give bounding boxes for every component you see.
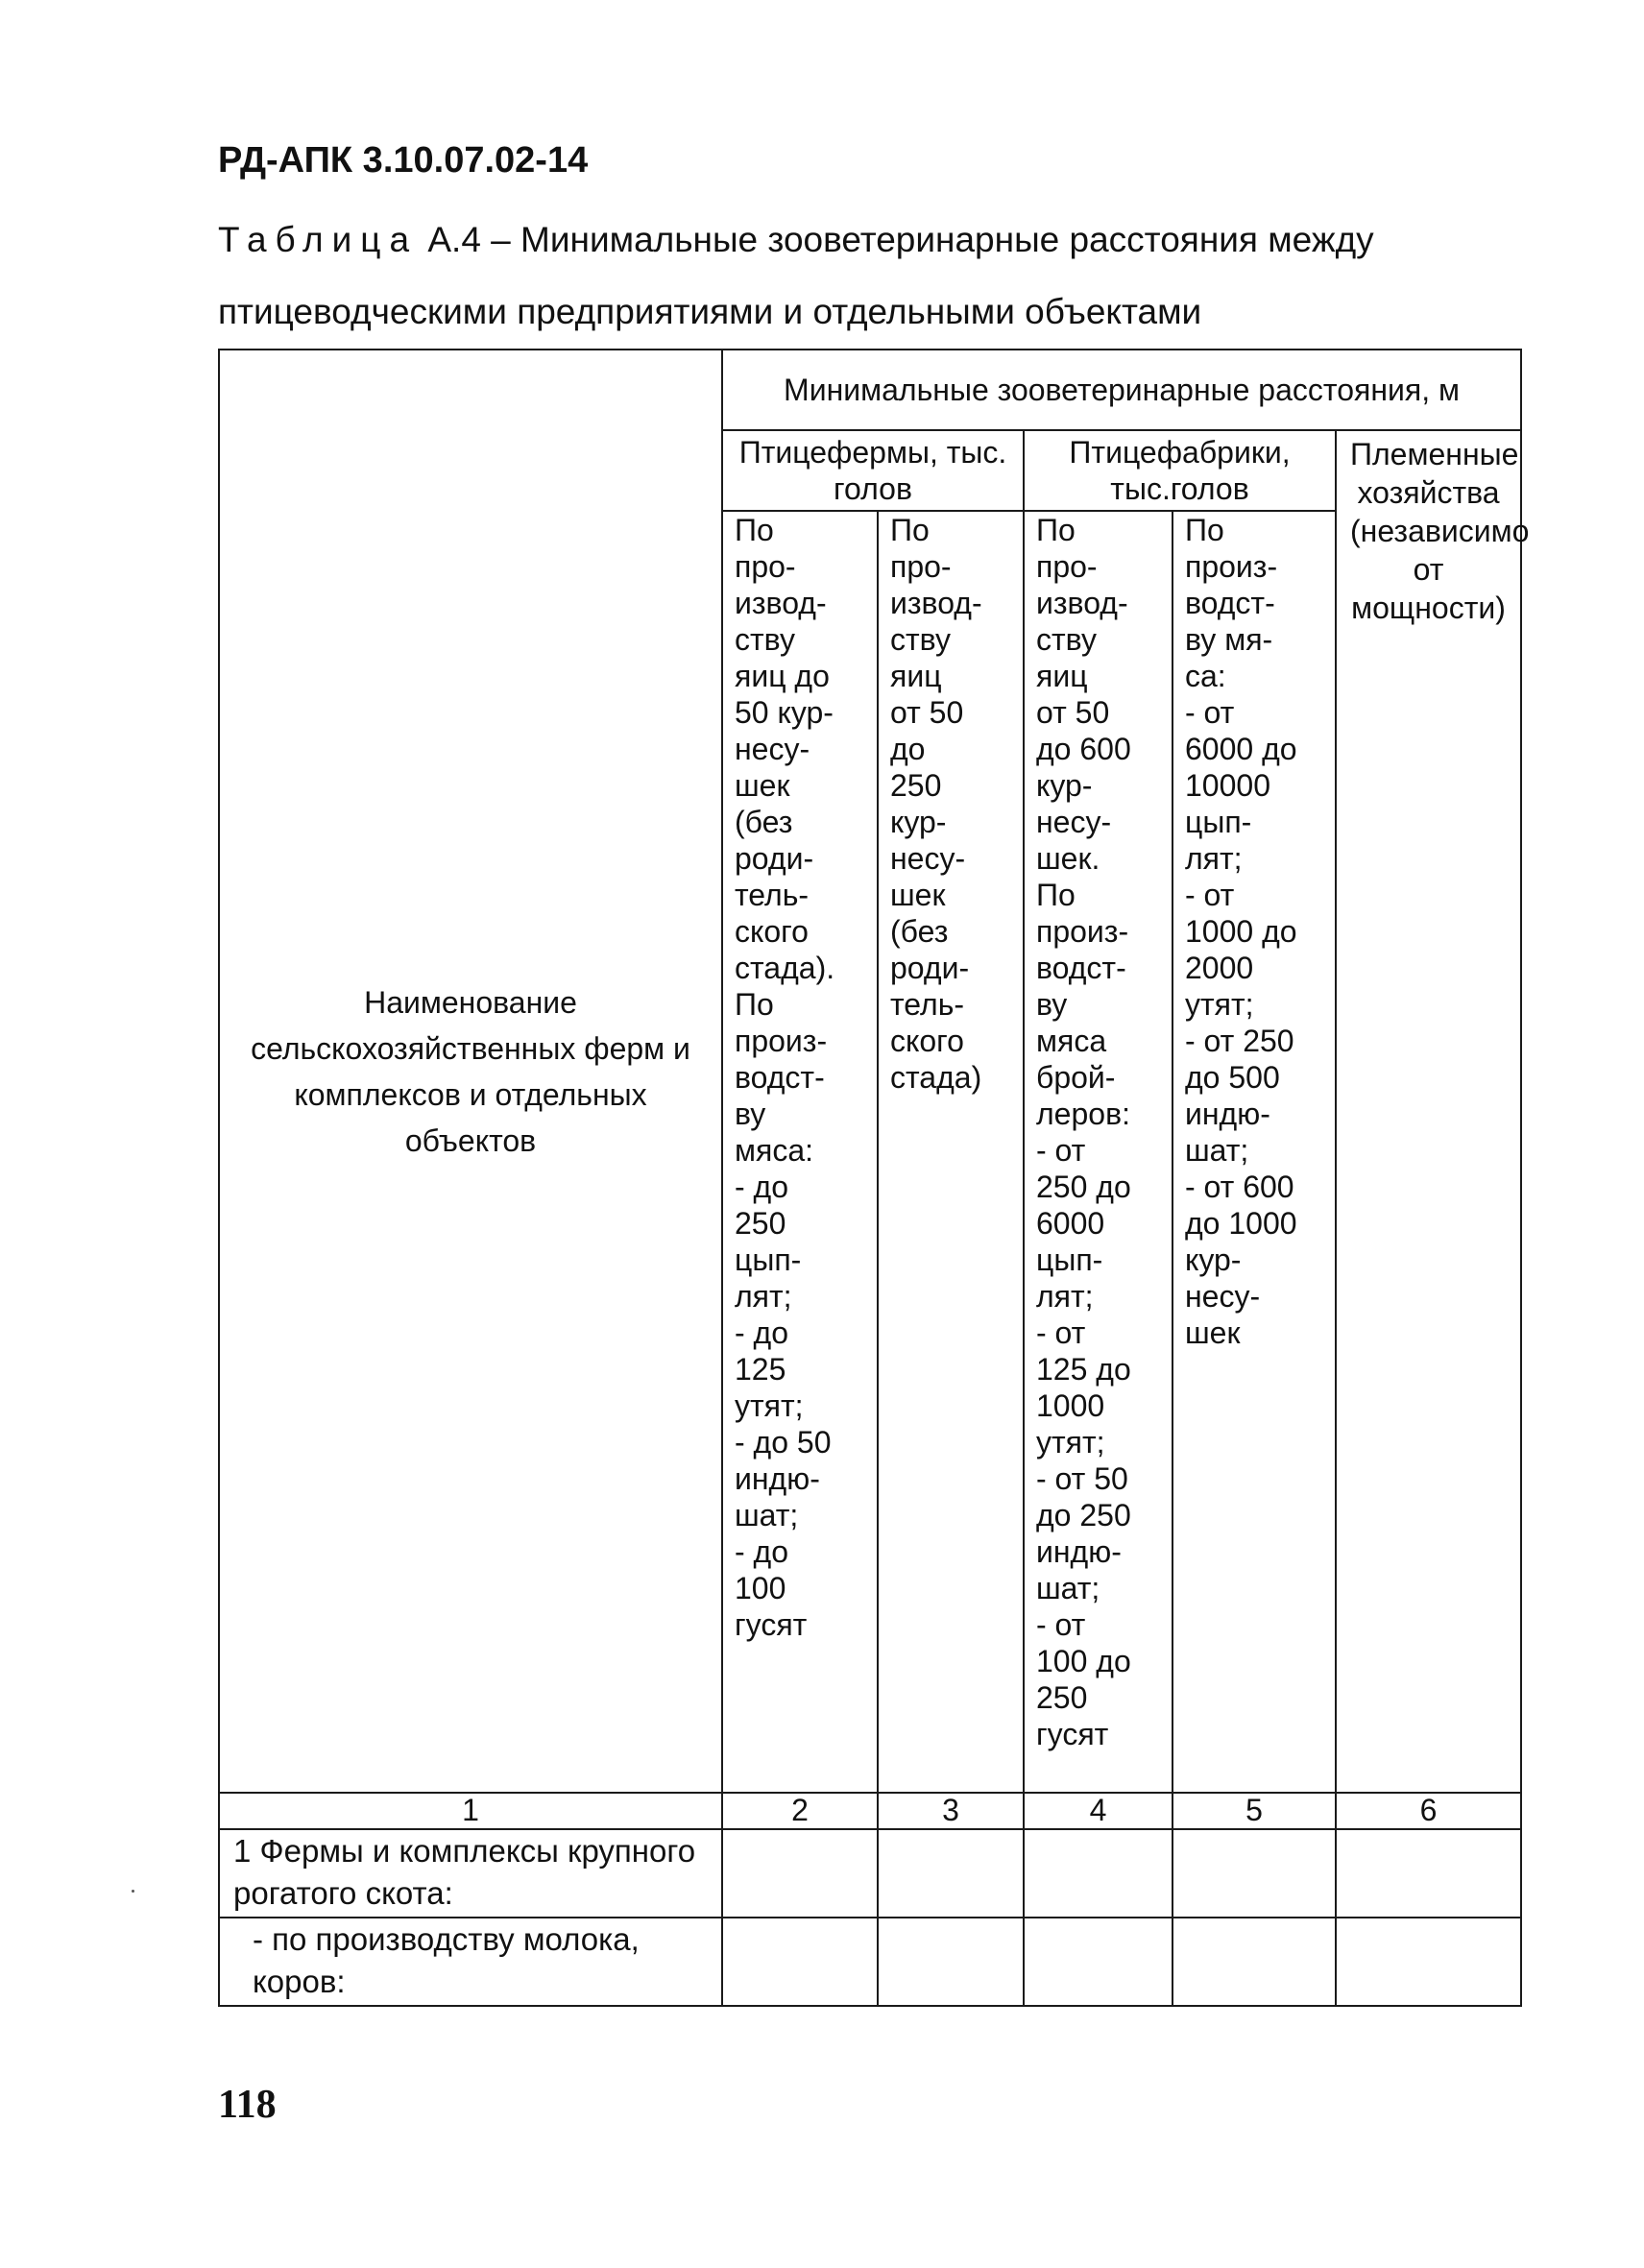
- header-line: шек: [890, 878, 946, 912]
- header-line: ству: [1036, 622, 1097, 657]
- header-line: индю-: [735, 1461, 820, 1496]
- header-line: По: [1036, 513, 1076, 547]
- header-line: ского: [735, 914, 809, 949]
- header-line: несу-: [1185, 1279, 1261, 1314]
- farms-group-label: Птицефермы, тыс. голов: [738, 435, 1007, 506]
- header-line: брой-: [1036, 1060, 1116, 1095]
- breeding-header-cell: [1336, 430, 1530, 1793]
- table-cell: [1173, 1918, 1336, 2006]
- table-cell: [722, 1918, 878, 2006]
- table-caption: [218, 204, 1524, 348]
- header-line: - от 50: [1036, 1461, 1128, 1496]
- header-line: 2000: [1185, 951, 1254, 985]
- header-line: про-: [1036, 549, 1098, 584]
- header-line: индю-: [1185, 1097, 1270, 1131]
- col4-header: [1036, 512, 1160, 1752]
- header-line: произ-: [1036, 914, 1129, 949]
- header-line: шек: [1185, 1315, 1241, 1350]
- header-line: мяса:: [735, 1133, 814, 1168]
- table-cell: [1173, 1829, 1336, 1918]
- name-header: Наименование сельскохозяйственных ферм и комплексов и отдельных объектов: [251, 984, 690, 1158]
- header-line: По: [1036, 878, 1076, 912]
- header-line: кур-: [890, 805, 947, 839]
- col3-header: [890, 512, 1011, 1096]
- distances-table: [218, 349, 1530, 2007]
- scan-speck: [132, 1890, 134, 1893]
- breeding-header: Племенные хозяйства (независимо от мощности): [1350, 437, 1530, 625]
- header-line: 100 до: [1036, 1644, 1131, 1678]
- header-line: яиц до: [735, 659, 830, 693]
- header-line: произ-: [735, 1024, 828, 1058]
- header-line: По: [890, 513, 930, 547]
- caption-number: А.4: [427, 220, 481, 259]
- col2-header-cell: [722, 511, 878, 1793]
- header-line: утят;: [1036, 1425, 1105, 1460]
- header-line: несу-: [735, 732, 810, 766]
- header-line: извод-: [890, 586, 982, 620]
- header-line: мяса: [1036, 1024, 1107, 1058]
- factories-group-header: [1024, 430, 1336, 511]
- header-line: яиц: [890, 659, 942, 693]
- header-line: шат;: [735, 1498, 799, 1532]
- row-name: 1 Фермы и комплексы крупного рогатого скота:: [219, 1829, 722, 1918]
- document-code: РД-АПК 3.10.07.02-14: [218, 140, 589, 181]
- header-line: - от 600: [1185, 1170, 1294, 1204]
- header-line: ву: [735, 1097, 766, 1131]
- farms-group-header: [722, 430, 1024, 511]
- table-cell: [1024, 1829, 1173, 1918]
- header-line: 250 до: [1036, 1170, 1131, 1204]
- header-line: до 600: [1036, 732, 1131, 766]
- header-line: до 500: [1185, 1060, 1280, 1095]
- header-line: до: [890, 732, 926, 766]
- header-line: 1000: [1036, 1388, 1105, 1423]
- table-cell: [878, 1918, 1024, 2006]
- header-line: тель-: [735, 878, 810, 912]
- header-line: (без: [735, 805, 793, 839]
- column-number: 5: [1173, 1793, 1336, 1829]
- header-line: гусят: [735, 1607, 808, 1642]
- header-line: 100: [735, 1571, 786, 1605]
- col2-header: [735, 512, 865, 1643]
- page-number: 118: [218, 2083, 277, 2127]
- header-line: 1000 до: [1185, 914, 1297, 949]
- header-line: 6000 до: [1185, 732, 1297, 766]
- header-line: шат;: [1185, 1133, 1249, 1168]
- header-line: (без: [890, 914, 949, 949]
- header-line: - от 250: [1185, 1024, 1294, 1058]
- header-line: По: [735, 987, 774, 1022]
- header-line: цып-: [1036, 1243, 1103, 1277]
- header-line: тель-: [890, 987, 965, 1022]
- table-cell: [722, 1829, 878, 1918]
- table-cell: [1336, 1829, 1521, 1918]
- header-line: несу-: [890, 841, 966, 876]
- header-line: 250: [735, 1206, 786, 1241]
- distances-header-cell: [722, 350, 1521, 430]
- column-number: 3: [878, 1793, 1024, 1829]
- table-cell: [1336, 1918, 1521, 2006]
- header-line: шат;: [1036, 1571, 1100, 1605]
- header-line: про-: [890, 549, 952, 584]
- header-line: роди-: [735, 841, 814, 876]
- column-number: 4: [1024, 1793, 1173, 1829]
- header-line: от 50: [890, 695, 964, 730]
- header-line: шек: [735, 768, 790, 803]
- header-line: - от: [1036, 1315, 1086, 1350]
- header-line: утят;: [735, 1388, 804, 1423]
- header-line: 125 до: [1036, 1352, 1131, 1387]
- table-row: [219, 1829, 1521, 1918]
- header-line: - до: [735, 1315, 789, 1350]
- header-line: водст-: [1036, 951, 1126, 985]
- column-number-row: [219, 1793, 1521, 1829]
- header-line: индю-: [1036, 1534, 1122, 1569]
- header-line: шек.: [1036, 841, 1100, 876]
- header-line: ского: [890, 1024, 964, 1058]
- table-row: [219, 1918, 1521, 2006]
- header-line: По: [1185, 513, 1224, 547]
- header-line: 125: [735, 1352, 786, 1387]
- header-line: про-: [735, 549, 796, 584]
- factories-group-label: Птицефабрики, тыс.голов: [1069, 435, 1291, 506]
- header-line: извод-: [1036, 586, 1128, 620]
- header-line: лят;: [1185, 841, 1243, 876]
- caption-text: – Минимальные зооветеринарные расстояния между птицеводческими предприятиями и отдельными объектами: [218, 220, 1374, 331]
- caption-label: Таблица: [218, 220, 419, 259]
- col4-header-cell: [1024, 511, 1173, 1793]
- header-line: водст-: [1185, 586, 1275, 620]
- header-line: кур-: [1185, 1243, 1242, 1277]
- column-number: 1: [219, 1793, 722, 1829]
- header-line: - от: [1185, 878, 1235, 912]
- header-line: до 250: [1036, 1498, 1131, 1532]
- header-line: - до: [735, 1170, 789, 1204]
- col5-header: [1185, 512, 1323, 1351]
- header-line: цып-: [1185, 805, 1252, 839]
- header-line: ву: [1036, 987, 1068, 1022]
- header-line: лят;: [1036, 1279, 1094, 1314]
- header-line: леров:: [1036, 1097, 1130, 1131]
- header-line: - до 50: [735, 1425, 832, 1460]
- header-line: от 50: [1036, 695, 1110, 730]
- distances-header: Минимальные зооветеринарные расстояния, м: [784, 373, 1460, 407]
- header-line: - до: [735, 1534, 789, 1569]
- col3-header-cell: [878, 511, 1024, 1793]
- header-line: яиц: [1036, 659, 1088, 693]
- header-line: лят;: [735, 1279, 792, 1314]
- header-line: кур-: [1036, 768, 1093, 803]
- header-line: ству: [890, 622, 951, 657]
- header-line: ству: [735, 622, 795, 657]
- row-name: - по производству молока, коров:: [219, 1918, 722, 2006]
- header-line: - от: [1036, 1133, 1086, 1168]
- col5-header-cell: [1173, 511, 1336, 1793]
- header-line: утят;: [1185, 987, 1254, 1022]
- table-cell: [878, 1829, 1024, 1918]
- header-line: - от: [1185, 695, 1235, 730]
- header-line: са:: [1185, 659, 1226, 693]
- table-cell: [1024, 1918, 1173, 2006]
- header-line: до 1000: [1185, 1206, 1297, 1241]
- column-number: 2: [722, 1793, 878, 1829]
- header-line: 6000: [1036, 1206, 1105, 1241]
- header-line: гусят: [1036, 1717, 1109, 1751]
- header-line: стада): [890, 1060, 982, 1095]
- header-line: По: [735, 513, 774, 547]
- header-line: 250: [1036, 1680, 1088, 1715]
- header-line: - от: [1036, 1607, 1086, 1642]
- column-number: 6: [1336, 1793, 1521, 1829]
- header-line: извод-: [735, 586, 827, 620]
- header-line: цып-: [735, 1243, 802, 1277]
- header-line: стада).: [735, 951, 835, 985]
- header-line: 10000: [1185, 768, 1270, 803]
- header-line: 50 кур-: [735, 695, 834, 730]
- header-line: ву мя-: [1185, 622, 1273, 657]
- header-line: 250: [890, 768, 942, 803]
- header-line: несу-: [1036, 805, 1112, 839]
- header-line: произ-: [1185, 549, 1278, 584]
- header-line: роди-: [890, 951, 970, 985]
- name-header-cell: [219, 350, 722, 1793]
- header-line: водст-: [735, 1060, 825, 1095]
